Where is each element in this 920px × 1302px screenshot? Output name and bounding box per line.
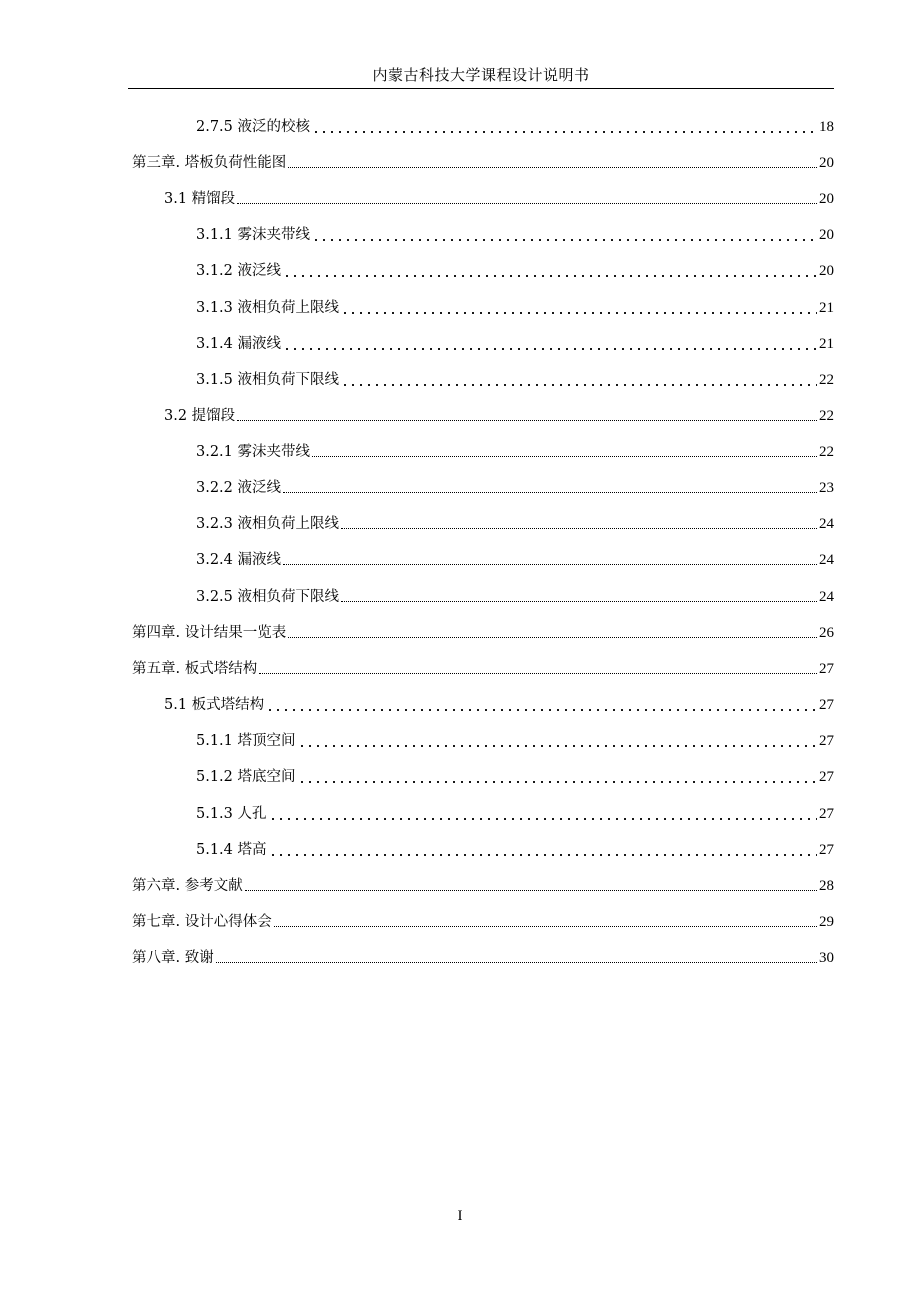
toc-leader	[274, 926, 817, 927]
toc-entry-title: 5.1.3 人孔	[196, 806, 267, 822]
toc-entry-3-2-4[interactable]	[196, 546, 834, 570]
toc-entry-title: 5.1.4 塔高	[196, 842, 267, 858]
toc-entry-title: 3.2.1 雾沫夹带线	[196, 444, 311, 460]
toc-entry-page: 27	[819, 733, 834, 749]
toc-entry-page: 20	[819, 263, 834, 279]
toc-leader	[269, 853, 817, 857]
toc-entry-5-1-2[interactable]	[196, 763, 834, 787]
toc-entry-title: 5.1 板式塔结构	[164, 697, 265, 713]
toc-entry-page: 27	[819, 842, 834, 858]
toc-leader	[245, 890, 817, 891]
toc-entry-title: 第六章. 参考文献	[132, 878, 243, 894]
toc-entry-3-2-1[interactable]	[196, 438, 834, 462]
toc-entry-chapter-7[interactable]	[132, 908, 834, 932]
toc-entry-3-2-3[interactable]	[196, 510, 834, 534]
toc-entry-title: 第四章. 设计结果一览表	[132, 625, 287, 641]
toc-entry-page: 24	[819, 589, 834, 605]
toc-entry-page: 22	[819, 408, 834, 424]
toc-leader	[298, 780, 817, 784]
toc-entry-title: 3.1.2 液泛线	[196, 263, 282, 279]
toc-entry-title: 3.1.3 液相负荷上限线	[196, 300, 340, 316]
toc-leader	[288, 167, 817, 168]
toc-entry-5-1[interactable]	[164, 691, 834, 715]
toc-entry-5-1-3[interactable]	[196, 800, 834, 824]
toc-entry-title: 5.1.1 塔顶空间	[196, 733, 296, 749]
toc-entry-title: 3.1.5 液相负荷下限线	[196, 372, 340, 388]
toc-leader	[269, 817, 817, 821]
toc-entry-2-7-5[interactable]	[196, 113, 834, 137]
toc-entry-chapter-8[interactable]	[132, 944, 834, 968]
toc-leader	[266, 708, 817, 712]
toc-entry-title: 3.1.4 漏液线	[196, 336, 282, 352]
page-number: I	[457, 1208, 463, 1224]
toc-leader	[312, 238, 817, 242]
toc-entry-3-1-1[interactable]	[196, 221, 834, 245]
toc-entry-page: 22	[819, 372, 834, 388]
toc-leader	[288, 637, 817, 638]
toc-entry-page: 24	[819, 552, 834, 568]
toc-entry-chapter-6[interactable]	[132, 872, 834, 896]
toc-leader	[312, 130, 817, 134]
toc-entry-title: 3.1 精馏段	[164, 191, 236, 207]
toc-leader	[283, 492, 817, 493]
toc-leader	[237, 420, 817, 421]
toc-entry-title: 3.2.4 漏液线	[196, 552, 282, 568]
toc-leader	[341, 601, 817, 602]
toc-entry-title: 3.2.2 液泛线	[196, 480, 282, 496]
toc-entry-page: 20	[819, 191, 834, 207]
toc-entry-title: 3.2 提馏段	[164, 408, 236, 424]
toc-leader	[341, 311, 817, 315]
toc-entry-page: 27	[819, 661, 834, 677]
toc-leader	[216, 962, 817, 963]
toc-entry-page: 20	[819, 227, 834, 243]
toc-entry-page: 23	[819, 480, 834, 496]
toc-entry-5-1-1[interactable]	[196, 727, 834, 751]
toc-leader	[298, 744, 817, 748]
toc-entry-chapter-3[interactable]	[132, 149, 834, 173]
toc-entry-title: 2.7.5 液泛的校核	[196, 119, 311, 135]
toc-entry-3-1-4[interactable]	[196, 330, 834, 354]
toc-entry-page: 29	[819, 914, 834, 930]
toc-entry-page: 21	[819, 300, 834, 316]
toc-entry-3-2[interactable]	[164, 402, 834, 426]
toc-entry-page: 27	[819, 697, 834, 713]
toc-entry-3-1-5[interactable]	[196, 366, 834, 390]
toc-entry-page: 27	[819, 769, 834, 785]
toc-entry-title: 第八章. 致谢	[132, 950, 214, 966]
toc-entry-page: 20	[819, 155, 834, 171]
page-header: 内蒙古科技大学课程设计说明书	[372, 66, 590, 84]
toc-entry-3-1[interactable]	[164, 185, 834, 209]
toc-entry-3-1-3[interactable]	[196, 294, 834, 318]
toc-entry-3-2-5[interactable]	[196, 583, 834, 607]
toc-entry-page: 27	[819, 806, 834, 822]
toc-leader	[341, 528, 817, 529]
toc-entry-page: 30	[819, 950, 834, 966]
toc-leader	[312, 456, 817, 457]
toc-leader	[259, 673, 817, 674]
toc-entry-5-1-4[interactable]	[196, 836, 834, 860]
toc-entry-title: 5.1.2 塔底空间	[196, 769, 296, 785]
toc-entry-page: 28	[819, 878, 834, 894]
toc-entry-page: 24	[819, 516, 834, 532]
toc-entry-chapter-4[interactable]	[132, 619, 834, 643]
toc-leader	[283, 564, 817, 565]
toc-leader	[341, 383, 817, 387]
toc-entry-page: 21	[819, 336, 834, 352]
toc-entry-title: 3.2.5 液相负荷下限线	[196, 589, 340, 605]
toc-entry-title: 3.2.3 液相负荷上限线	[196, 516, 340, 532]
toc-entry-page: 22	[819, 444, 834, 460]
toc-entry-page: 18	[819, 119, 834, 135]
toc-leader	[283, 274, 817, 278]
toc-entry-3-2-2[interactable]	[196, 474, 834, 498]
toc-entry-title: 第三章. 塔板负荷性能图	[132, 155, 287, 171]
toc-entry-3-1-2[interactable]	[196, 257, 834, 281]
toc-entry-page: 26	[819, 625, 834, 641]
toc-leader	[237, 203, 817, 204]
toc-entry-title: 第五章. 板式塔结构	[132, 661, 258, 677]
toc-entry-chapter-5[interactable]	[132, 655, 834, 679]
toc-entry-title: 第七章. 设计心得体会	[132, 914, 272, 930]
toc-leader	[283, 347, 817, 351]
toc-entry-title: 3.1.1 雾沫夹带线	[196, 227, 311, 243]
